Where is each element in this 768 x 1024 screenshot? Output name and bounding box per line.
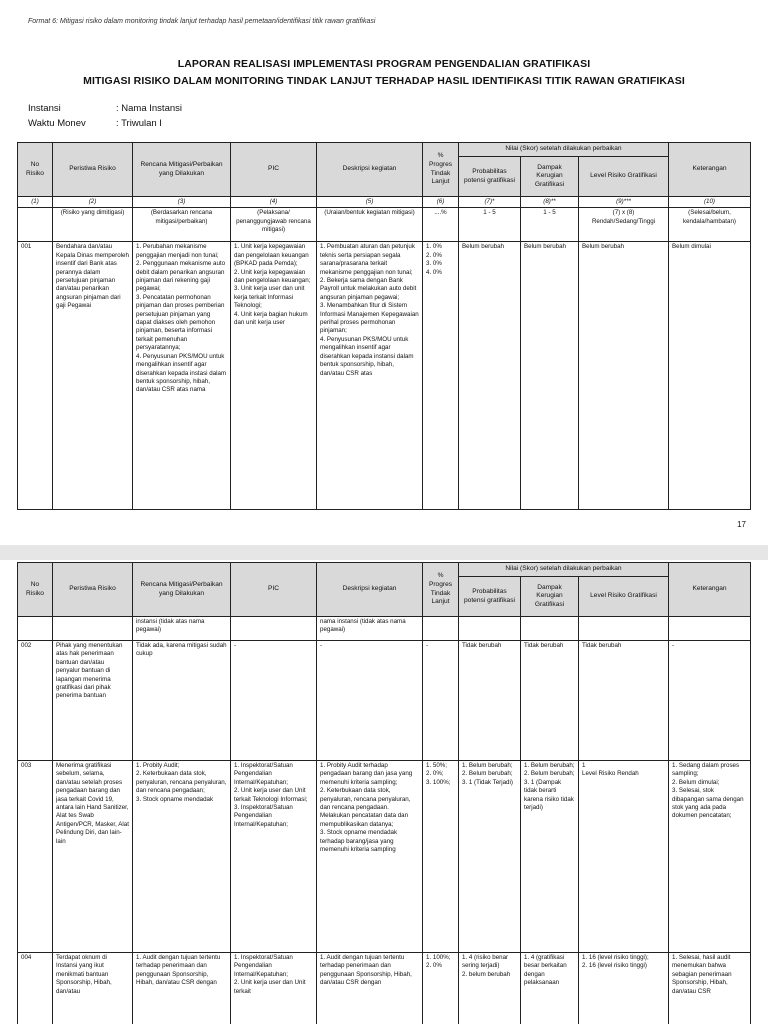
cell-probabilitas: Belum berubah [459,242,521,510]
header-deskripsi: Deskripsi kegiatan [317,563,423,617]
cell-level: 1. 16 (level risiko tinggi); 2. 16 (level risiko tinggi) [579,953,669,1024]
cell-progres: 1. 50%; 2. 0%; 3. 100%; [423,761,459,953]
table-row-004 [18,953,751,1024]
mitigation-table-page1 [17,142,751,510]
header-progres: % Progres Tindak Lanjut [423,143,459,197]
header-peristiwa: Peristiwa Risiko [53,563,133,617]
cell-keterangan: 1. Selesai, hasil audit menemukan bahwa sebagian penerimaan Sponsorship, Hibah, dan/atau CSR [669,953,751,1024]
report-title-line1: LAPORAN REALISASI IMPLEMENTASI PROGRAM PENGENDALIAN GRATIFIKASI [177,58,591,70]
cell-rencana: Tidak ada, karena mitigasi sudah cukup [133,641,231,761]
header-nilai: Nilai (Skor) setelah dilakukan perbaikan [459,563,669,577]
cell-progres: - [423,641,459,761]
instansi-value: : Nama Instansi [116,103,182,114]
cell-peristiwa: Pihak yang menentukan atas hak penerimaan bantuan dan/atau penyalur bantuan di lapangan menerima gratifikasi dari pihak penerima bantuan [53,641,133,761]
col-desc: (Selesai/belum, kendala/hambatan) [669,208,751,242]
report-page-2 [0,560,768,1024]
col-desc: (Risiko yang dimitigasi) [53,208,133,242]
page-number: 17 [737,520,746,529]
col-desc: 1 - 5 [521,208,579,242]
waktu-label: Waktu Monev [28,118,86,129]
cell-pic: - [231,641,317,761]
cell-keterangan: Belum dimulai [669,242,751,510]
cell-probabilitas: Tidak berubah [459,641,521,761]
header-probabilitas: Probabilitas potensi gratifikasi [459,577,521,617]
cell-level: Belum berubah [579,242,669,510]
table-row-continued [18,617,751,641]
cell-progres: 1. 0% 2. 0% 3. 0% 4. 0% [423,242,459,510]
header-pic: PIC [231,143,317,197]
header-no: No Risiko [18,563,53,617]
cell-level: 1 Level Risiko Rendah [579,761,669,953]
col-number: (5) [317,197,423,208]
col-desc: (7) x (8) Rendah/Sedang/Tinggi [579,208,669,242]
header-dampak: Dampak Kerugian Gratifikasi [521,157,579,197]
cell-no: 002 [18,641,53,761]
col-number: (8)** [521,197,579,208]
col-desc: 1 - 5 [459,208,521,242]
page-separator [0,545,768,560]
header-probabilitas: Probabilitas potensi gratifikasi [459,157,521,197]
cell-probabilitas: 1. Belum berubah; 2. Belum berubah; 3. 1 (Tidak Terjadi) [459,761,521,953]
cell-keterangan: - [669,641,751,761]
cell-deskripsi: nama instansi (tidak atas nama pegawai) [317,617,423,641]
header-progres: % Progres Tindak Lanjut [423,563,459,617]
table-row-002 [18,641,751,761]
waktu-line [28,118,162,129]
header-keterangan: Keterangan [669,143,751,197]
table-row-001 [18,242,751,510]
cell-deskripsi: - [317,641,423,761]
cell-keterangan: 1. Sedang dalam proses sampling; 2. Belum dimulai; 3. Selesai, stok dibapangan sama dengan stok yang ada pada dokumen pencatatan; [669,761,751,953]
header-peristiwa: Peristiwa Risiko [53,143,133,197]
instansi-label: Instansi [28,103,61,114]
cell-dampak: Belum berubah [521,242,579,510]
col-desc: ....% [423,208,459,242]
cell-pic: 1. Inspektorat/Satuan Pengendalian Internal/Kepatuhan; 2. Unit kerja user dan Unit terkait [231,953,317,1024]
col-number: (1) [18,197,53,208]
col-number: (3) [133,197,231,208]
waktu-value: : Triwulan I [116,118,162,129]
cell-pic: 1. Inspektorat/Satuan Pengendalian Internal/Kepatuhan; 2. Unit kerja user dan Unit terkait Teknologi Informasi; 3. Inspektorat/Satuan Pengendalian Internal/Kepatuhan; [231,761,317,953]
col-number: (7)* [459,197,521,208]
col-desc: (Uraian/bentuk kegiatan mitigasi) [317,208,423,242]
col-desc: (Pelaksana/ penanggungjawab rencana mitigasi) [231,208,317,242]
cell-no: 003 [18,761,53,953]
table-row-003 [18,761,751,953]
cell-dampak: 1. Belum berubah; 2. Belum berubah; 3. 1 (Dampak tidak berarti karena risiko tidak terjadi) [521,761,579,953]
mitigation-table-page2 [17,562,751,1024]
format-note: Format 6: Mitigasi risiko dalam monitoring tindak lanjut terhadap hasil pemetaan/identifikasi titik rawan gratifikasi [28,18,376,25]
cell-deskripsi: 1. Pembuatan aturan dan petunjuk teknis serta persiapan segala sarana/prasarana terkait mekanisme penggajian non tunai; 2. Bekerja sama dengan Bank Payroll untuk melakukan auto debit angsuran pinjaman pegawai; 3. Menambahkan fitur di Sistem Informasi Manajemen Kepegawaian perihal proses permohonan pinjaman; 4. Penyusunan PKS/MOU untuk mengalihkan insentif agar diserahkan kepada instansi dalam bentuk sponsorship, hibah, dan/atau CSR atas [317,242,423,510]
instansi-line [28,103,182,114]
cell-dampak: Tidak berubah [521,641,579,761]
col-number: (2) [53,197,133,208]
cell-level: Tidak berubah [579,641,669,761]
header-rencana: Rencana Mitigasi/Perbaikan yang Dilakukan [133,143,231,197]
cell-no: 001 [18,242,53,510]
col-number: (9)*** [579,197,669,208]
header-dampak: Dampak Kerugian Gratifikasi [521,577,579,617]
header-pic: PIC [231,563,317,617]
cell-peristiwa: Bendahara dan/atau Kepala Dinas memperoleh insentif dari Bank atas perannya dalam persetujuan pinjaman dan/atau penarikan angsuran pinjaman dari gaji Pegawai [53,242,133,510]
cell-rencana: 1. Audit dengan tujuan tertentu terhadap penerimaan dan penggunaan Sponsorship, Hibah, dan/atau CSR dengan [133,953,231,1024]
cell-peristiwa: Terdapat oknum di Instansi yang ikut menikmati bantuan Sponsorship, Hibah, dan/atau [53,953,133,1024]
cell-rencana: 1. Perubahan mekanisme penggajian menjadi non tunai; 2. Penggunaan mekanisme auto debit dalam penarikan angsuran pinjaman dari rekening gaji pegawai; 3. Pencatatan permohonan pinjaman dan proses pemberian persetujuan pinjaman yang dapat diakses oleh pemohon pinjaman, beserta informasi terkait pemenuhan persyaratannya; 4. Penyusunan PKS/MOU untuk mengalihkan insentif agar diserahkan kepada instasi dalam bentuk sponsorship, hibah, dan/atau CSR atas nama [133,242,231,510]
header-level: Level Risiko Gratifikasi [579,577,669,617]
cell-probabilitas: 1. 4 (risiko benar sering terjadi) 2. belum berubah [459,953,521,1024]
cell-rencana: 1. Probity Audit; 2. Keterbukaan data stok, penyaluran, rencana penyaluran, dan rencana pengadaan; 3. Stock opname mendadak [133,761,231,953]
col-desc [18,208,53,242]
col-number: (6) [423,197,459,208]
cell-peristiwa: Menerima gratifikasi sebelum, selama, dan/atau setelah proses pengadaan barang dan jasa terkait Covid 19, antara lain Hand Sanitizer, Alat tes Swab Antigen/PCR, Masker, Alat Pelindung Diri, dan lain-lain [53,761,133,953]
header-nilai: Nilai (Skor) setelah dilakukan perbaikan [459,143,669,157]
header-level: Level Risiko Gratifikasi [579,157,669,197]
cell-dampak: 1. 4 (gratifikasi besar berkaitan dengan pelaksanaan [521,953,579,1024]
cell-rencana: instansi (tidak atas nama pegawai) [133,617,231,641]
cell-pic: 1. Unit kerja kepegawaian dan pengelolaan keuangan (BPKAD pada Pemda); 2. Unit kerja kepegawaian dan pengelolaan keuangan; 3. Unit kerja user dan unit kerja terkait Informasi Teknologi; 4. Unit kerja bagian hukum dan unit kerja user [231,242,317,510]
cell-deskripsi: 1. Audit dengan tujuan tertentu terhadap penerimaan dan penggunaan Sponsorship, Hibah, dan/atau CSR dengan [317,953,423,1024]
col-number: (10) [669,197,751,208]
header-rencana: Rencana Mitigasi/Perbaikan yang Dilakukan [133,563,231,617]
report-title-line2: MITIGASI RISIKO DALAM MONITORING TINDAK LANJUT TERHADAP HASIL IDENTIFIKASI TITIK RAWAN GRATIFIKASI [83,75,685,87]
header-deskripsi: Deskripsi kegiatan [317,143,423,197]
col-number: (4) [231,197,317,208]
header-keterangan: Keterangan [669,563,751,617]
col-desc: (Berdasarkan rencana mitigasi/perbaikan) [133,208,231,242]
cell-deskripsi: 1. Probity Audit terhadap pengadaan barang dan jasa yang memenuhi kriteria sampling; 2. Keterbukaan data stok, penyaluran, rencana penyaluran, dan rencana pengadaan. Melakukan pencatatan data dan mempublikasikan datanya; 3. Stock opname mendadak terhadap barang/jasa yang memenuhi kriteria sampling [317,761,423,953]
header-no: No Risiko [18,143,53,197]
cell-no: 004 [18,953,53,1024]
cell-progres: 1. 100%; 2. 0% [423,953,459,1024]
